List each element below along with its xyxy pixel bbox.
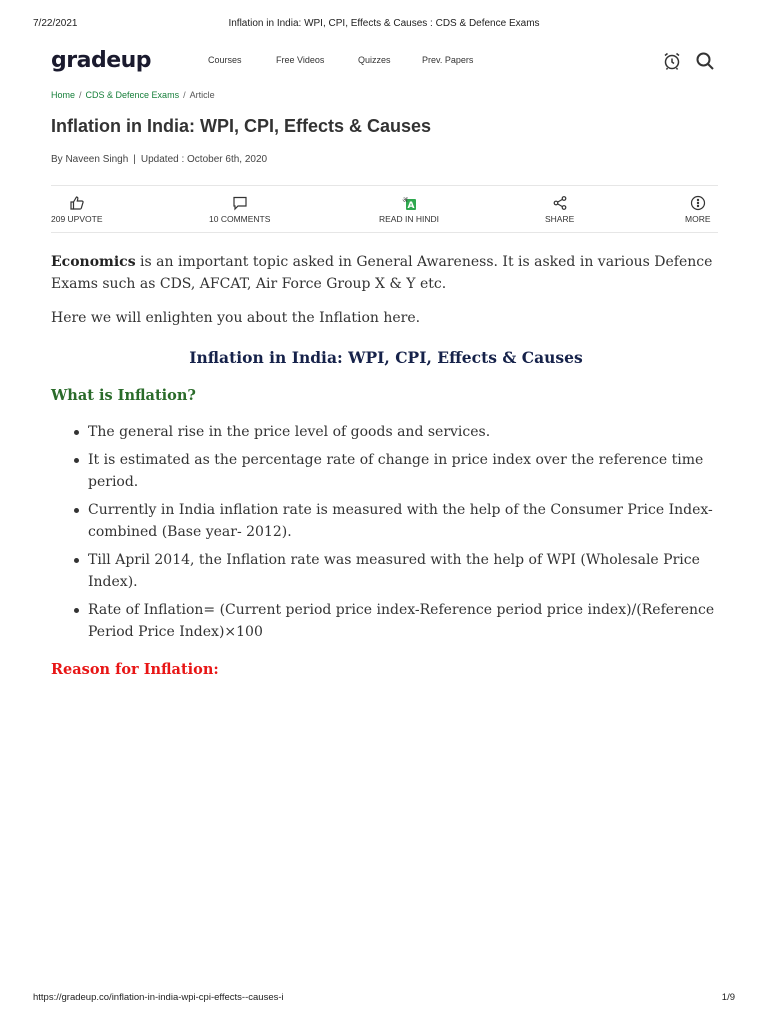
search-icon[interactable]: [694, 50, 716, 72]
breadcrumb-separator: /: [79, 90, 82, 100]
print-date: 7/22/2021: [33, 18, 78, 29]
thumbs-up-icon: [69, 195, 85, 211]
byline: [51, 154, 267, 165]
print-page-number: 1/9: [721, 992, 735, 1003]
byline-separator: |: [133, 154, 136, 165]
article-body: [51, 251, 721, 681]
share-label: SHARE: [545, 214, 575, 224]
upvote-label: 209 UPVOTE: [51, 214, 103, 224]
action-bar: [51, 185, 718, 233]
page-title: Inflation in India: WPI, CPI, Effects & Causes: [51, 116, 432, 136]
comments-button[interactable]: [209, 195, 270, 227]
list-item: Currently in India inflation rate is measured with the help of the Consumer Price Index- combined (Base year- 2012).: [51, 499, 721, 543]
inflation-bullets: [51, 421, 721, 643]
alarm-clock-icon[interactable]: [661, 50, 683, 72]
updated-date: Updated : October 6th, 2020: [140, 154, 268, 165]
subheading-reason-for-inflation: Reason for Inflation:: [51, 661, 219, 678]
breadcrumb-cds-defence-exams[interactable]: CDS & Defence Exams: [85, 90, 180, 100]
breadcrumb-home[interactable]: Home: [51, 90, 76, 100]
print-url: https://gradeup.co/inflation-in-india-wpi-cpi-effects--causes-i: [33, 992, 284, 1003]
intro-bold: Economics: [51, 254, 136, 270]
print-doc-title: Inflation in India: WPI, CPI, Effects & Causes : CDS & Defence Exams: [228, 18, 540, 29]
comments-label: 10 COMMENTS: [209, 214, 271, 224]
more-icon: [690, 195, 706, 211]
enlighten-paragraph: Here we will enlighten you about the Inflation here.: [51, 310, 421, 326]
breadcrumb: [51, 90, 215, 100]
list-item: The general rise in the price level of goods and services.: [51, 421, 721, 443]
read-in-hindi-button[interactable]: [379, 195, 439, 227]
gradeup-logo[interactable]: gradeup: [51, 48, 152, 73]
upvote-button[interactable]: [51, 195, 103, 227]
intro-text: is an important topic asked in General Awareness. It is asked in various Defence Exams such as CDS, AFCAT, Air Force Group X & Y etc.: [51, 254, 713, 292]
breadcrumb-separator: /: [183, 90, 186, 100]
nav-courses[interactable]: Courses: [208, 55, 242, 65]
print-header: [0, 18, 768, 32]
share-icon: [552, 195, 568, 211]
subheading-what-is-inflation: What is Inflation?: [51, 387, 196, 404]
comment-icon: [232, 195, 248, 211]
nav-free-videos[interactable]: Free Videos: [276, 55, 325, 65]
list-item: It is estimated as the percentage rate of change in price index over the reference time period.: [51, 449, 721, 493]
list-item: Rate of Inflation= (Current period price index-Reference period price index)/(Reference Period Price Index)×100: [51, 599, 721, 643]
author-name[interactable]: By Naveen Singh: [51, 154, 129, 165]
svg-text:अ: अ: [402, 196, 408, 204]
list-item: Till April 2014, the Inflation rate was measured with the help of WPI (Wholesale Price Index).: [51, 549, 721, 593]
more-label: MORE: [685, 214, 711, 224]
nav-quizzes[interactable]: Quizzes: [358, 55, 391, 65]
intro-paragraph: [51, 251, 721, 295]
site-header: [51, 44, 718, 80]
nav-prev-papers[interactable]: Prev. Papers: [422, 55, 474, 65]
share-button[interactable]: [545, 195, 574, 227]
svg-text:A: A: [407, 201, 415, 211]
translate-icon: [401, 195, 417, 211]
more-button[interactable]: [685, 195, 711, 227]
section-heading: Inflation in India: WPI, CPI, Effects & Causes: [189, 348, 583, 367]
read-in-hindi-label: READ IN HINDI: [379, 214, 439, 224]
breadcrumb-article: Article: [189, 90, 215, 100]
